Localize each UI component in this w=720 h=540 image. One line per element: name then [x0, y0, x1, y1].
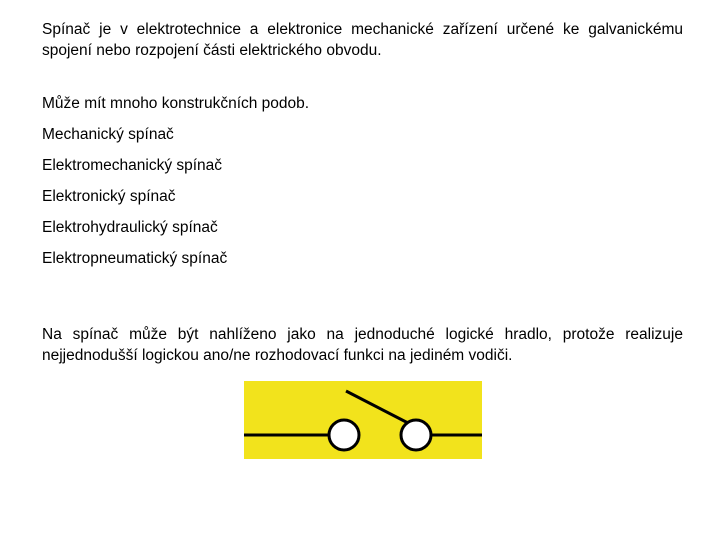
- left-contact: [329, 420, 359, 450]
- logic-gate-paragraph: Na spínač může být nahlíženo jako na jednoduché logické hradlo, protože realizuje nejjednodušší logickou ano/ne rozhodovací funkci na jediném vodiči.: [42, 326, 683, 364]
- forms-heading: Může mít mnoho konstrukčních podob.: [42, 95, 310, 112]
- right-contact: [401, 420, 431, 450]
- list-item: Elektromechanický spínač: [42, 157, 223, 174]
- list-item: Mechanický spínač: [42, 126, 174, 143]
- list-item: Elektrohydraulický spínač: [42, 219, 218, 236]
- intro-paragraph: Spínač je v elektrotechnice a elektronice mechanické zařízení určené ke galvanickému spojení nebo rozpojení části elektrického obvodu.: [42, 21, 683, 59]
- switch-symbol-diagram: [244, 381, 482, 459]
- switch-types-list: [42, 93, 309, 279]
- list-item: Elektropneumatický spínač: [42, 250, 228, 267]
- diagram-background: [244, 381, 482, 459]
- list-item: Elektronický spínač: [42, 188, 176, 205]
